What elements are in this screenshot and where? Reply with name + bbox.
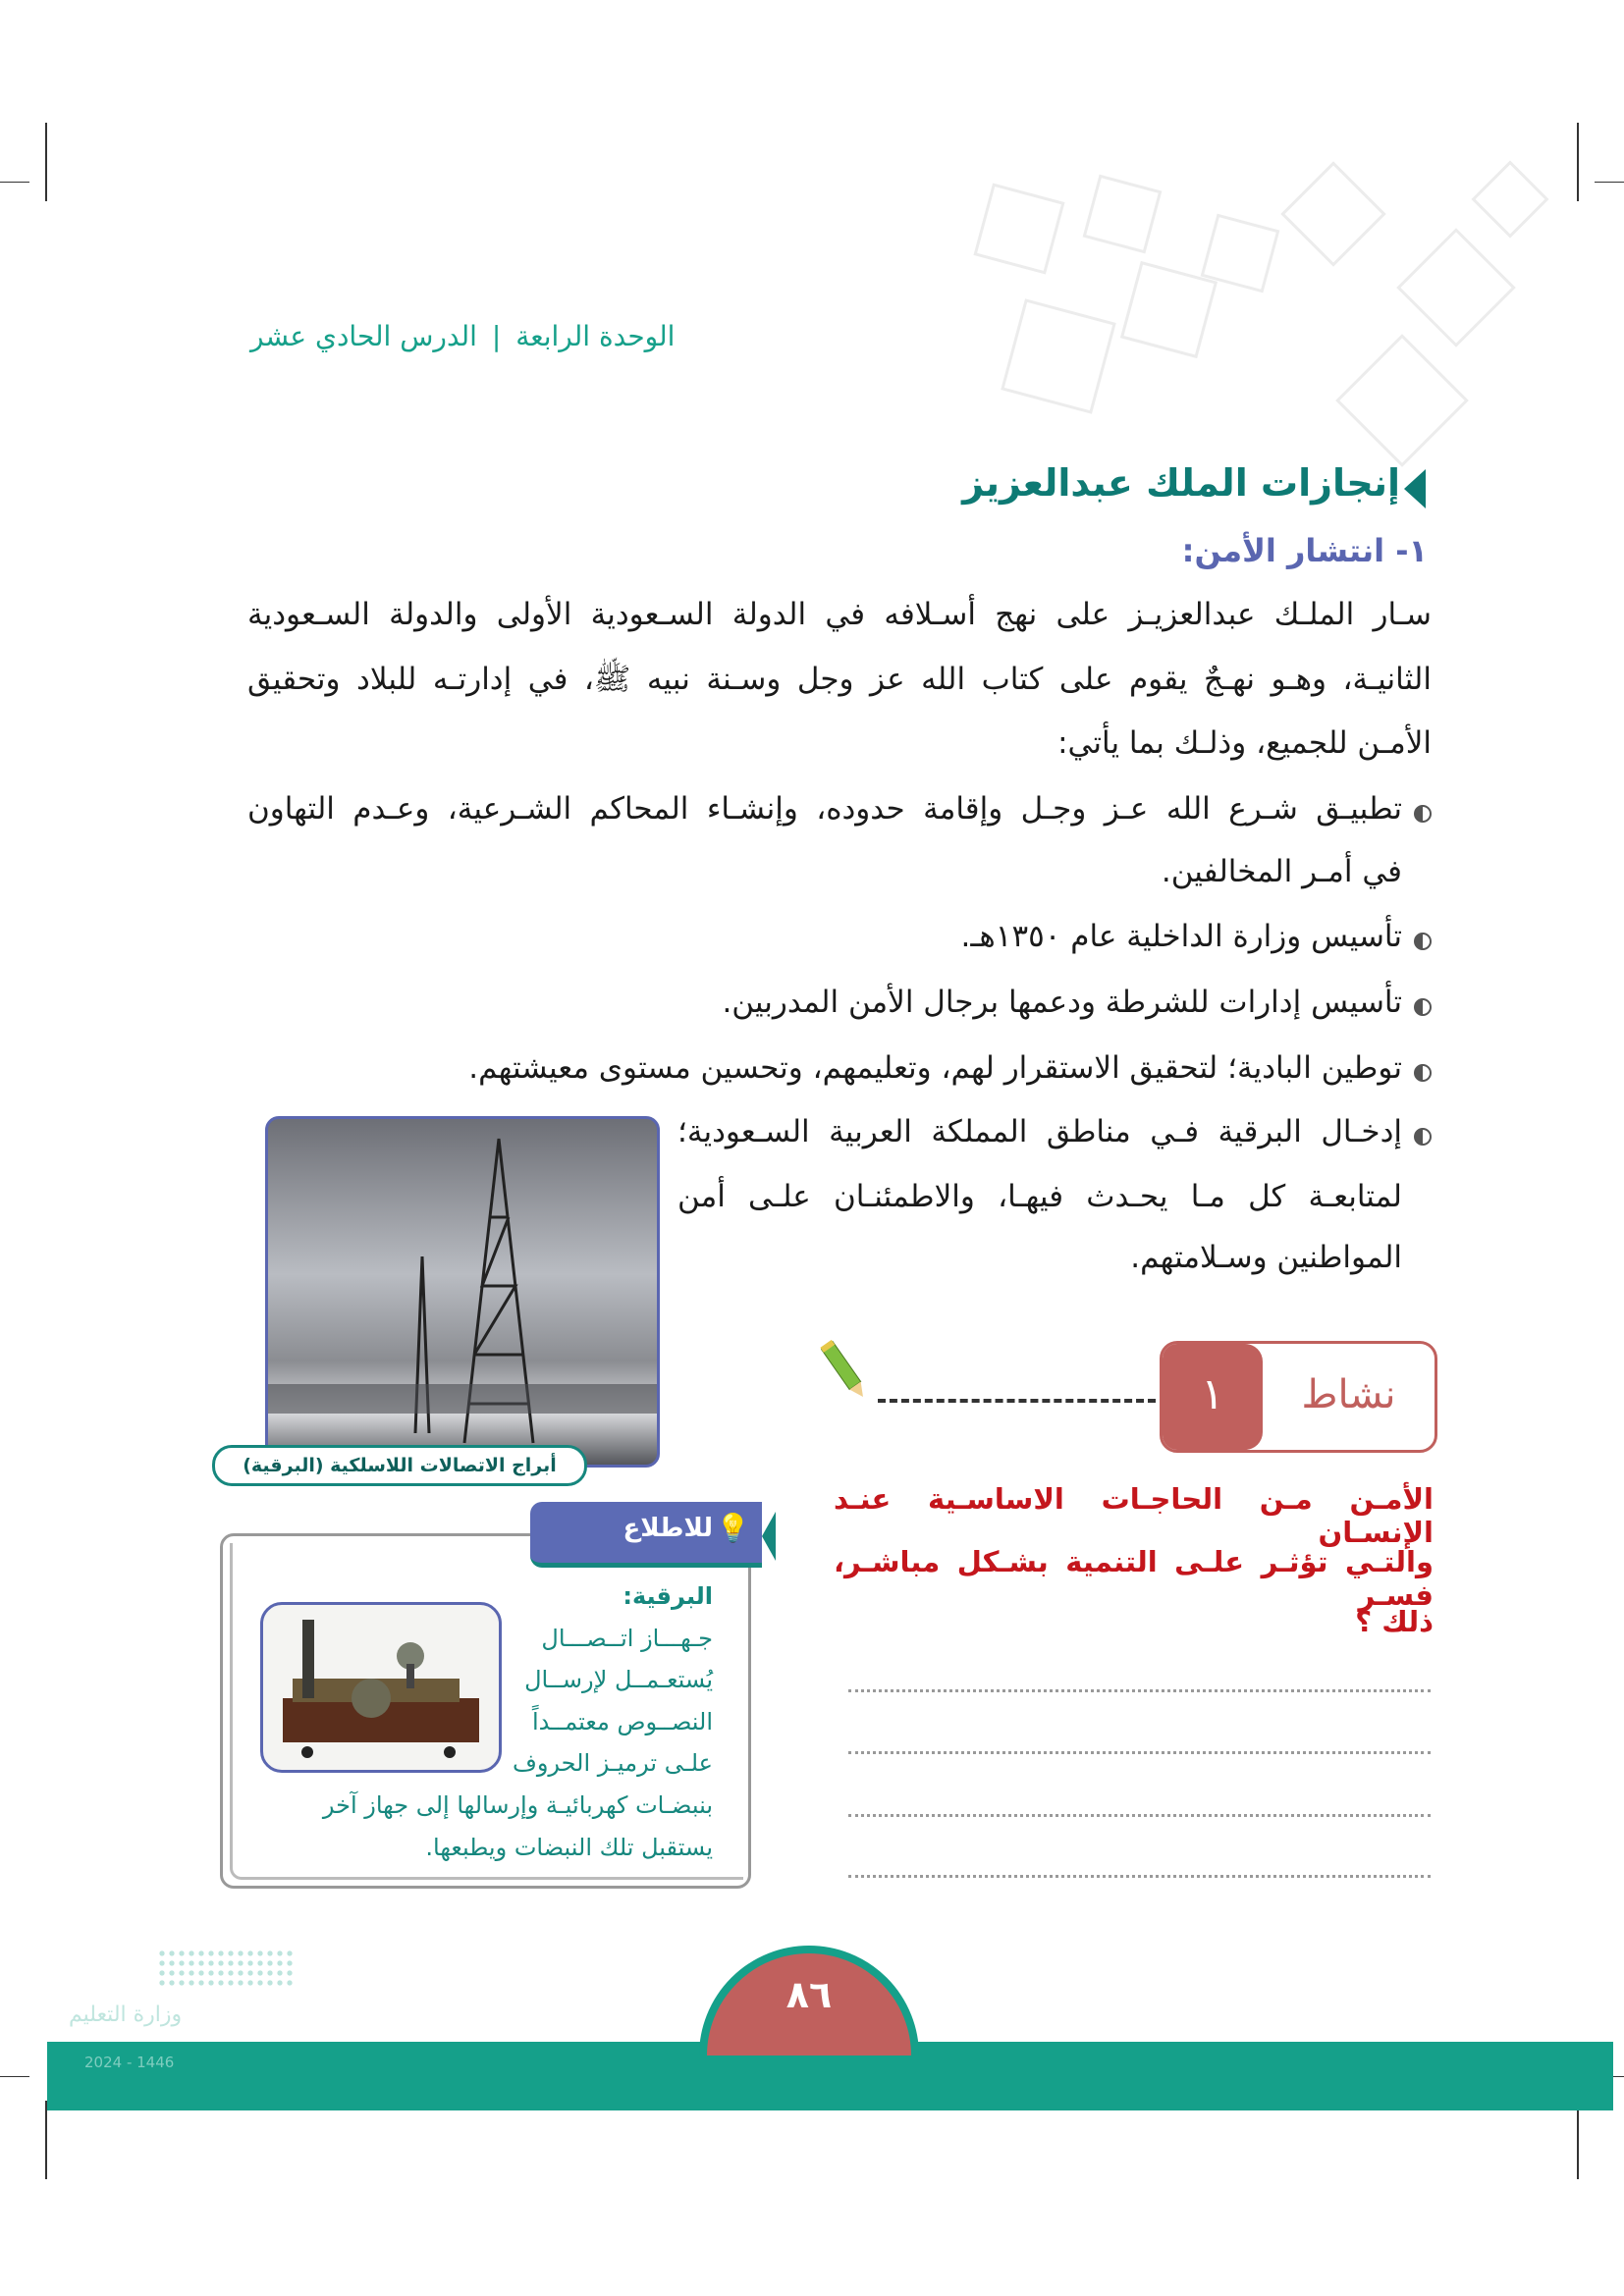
bullet-icon [1414, 805, 1432, 823]
info-line: النصــوص معتمــداً [531, 1708, 713, 1735]
info-line: يستقبل تلك النبضات ويطبعها. [425, 1834, 713, 1861]
info-banner-label: للاطلاع [623, 1514, 713, 1543]
decorative-square [1083, 175, 1163, 254]
activity-question-line: الأمـن مـن الحاجـات الاساسـية عنـد الإنسـان [834, 1482, 1434, 1549]
info-banner [530, 1502, 762, 1568]
bullet-item: تأسيس وزارة الداخلية عام ١٣٥٠هـ. [961, 919, 1433, 954]
crop-mark [0, 182, 29, 183]
crop-mark [1577, 2101, 1579, 2179]
decorative-square [1471, 160, 1548, 238]
ministry-logo [157, 1949, 295, 1988]
answer-line[interactable] [848, 1751, 1431, 1754]
answer-line[interactable] [848, 1875, 1431, 1878]
bullet-icon [1414, 933, 1432, 950]
info-line: جـهـــاز اتــصـــال [541, 1625, 713, 1652]
section-subtitle: ١- انتشار الأمن: [1181, 532, 1428, 569]
decorative-square [1001, 298, 1116, 414]
page-title: إنجازات الملك عبدالعزيز [962, 461, 1400, 505]
decorative-square [973, 183, 1064, 274]
intro-line: سـار الملـك عبدالعزيـز على نهج أسـلافه في الدولة السـعودية الأولى والدولة السـعودية [247, 597, 1432, 632]
breadcrumb [250, 320, 675, 352]
dashed-divider [878, 1399, 1156, 1403]
bullet-item: توطين البادية؛ لتحقيق الاستقرار لهم، وتعليمهم، وتحسين مستوى معيشتهم. [468, 1050, 1432, 1086]
bullet-item-continuation: في أمـر المخالفين. [1161, 854, 1402, 889]
info-line: يُستعـمــل لإرســال [524, 1666, 713, 1693]
intro-line: الثانيـة، وهـو نهـجٌ يقوم على كتاب الله عز وجل وسـنة نبيه ﷺ، في إدارتـه للبلاد وتحقيق [247, 662, 1432, 697]
chevron-icon [762, 1512, 776, 1561]
bullet-item: إدخـال البرقية فـي مناطق المملكة العربية السـعودية؛ [677, 1114, 1432, 1149]
telegraph-illustration [263, 1605, 499, 1770]
bullet-icon [1414, 1128, 1432, 1146]
lightbulb-icon: 💡 [716, 1512, 750, 1544]
tower-illustration [268, 1119, 657, 1465]
activity-question-line: ذلك ؟ [1355, 1605, 1434, 1638]
pencil-icon [817, 1337, 876, 1406]
chevron-icon [1404, 469, 1426, 508]
decorative-square [1396, 228, 1516, 347]
radio-towers-photo [265, 1116, 660, 1468]
bullet-icon [1414, 998, 1432, 1016]
bullet-item: تطبيـق شـرع الله عـز وجـل وإقامة حدوده، وإنشـاء المحاكم الشـرعية، وعـدم التهاون [247, 791, 1432, 827]
bullet-item-continuation: لمتابعـة كل مـا يحـدث فيهـا، والاطمئنـان علـى أمن [677, 1179, 1402, 1214]
info-term: البرقية: [623, 1582, 713, 1610]
info-line: علـى ترميـز الحروف [512, 1749, 713, 1777]
activity-label: نشاط [1301, 1372, 1396, 1417]
bullet-item-continuation: المواطنين وسـلامتهم. [1130, 1240, 1402, 1275]
crop-mark [45, 123, 47, 201]
bullet-item: تأسيس إدارات للشرطة ودعمها برجال الأمن المدربين. [722, 985, 1432, 1020]
answer-line[interactable] [848, 1814, 1431, 1817]
intro-line: الأمـن للجميع، وذلـك بما يأتي: [1057, 725, 1432, 761]
lesson-label: الدرس الحادي عشر [250, 320, 477, 352]
decorative-square [1280, 161, 1385, 266]
crop-mark [0, 2076, 29, 2077]
answer-line[interactable] [848, 1689, 1431, 1692]
activity-question-line: والتـي تؤثـر علـى التنمية بشـكل مباشـر، فسـر [834, 1545, 1434, 1612]
ministry-year: 2024 - 1446 [84, 2054, 175, 2071]
ministry-name: وزارة التعليم [69, 2002, 183, 2027]
bullet-icon [1414, 1064, 1432, 1082]
crop-mark [45, 2101, 47, 2179]
info-line: بنبضـات كهربائيـة وإرسالها إلى جهاز آخر [322, 1791, 713, 1819]
photo-caption: أبراج الاتصالات اللاسلكية (البرقية) [212, 1445, 587, 1486]
activity-number: ١ [1163, 1344, 1263, 1450]
unit-label: الوحدة الرابعة [515, 320, 676, 352]
telegraph-device-photo [260, 1602, 502, 1773]
page-number: ٨٦ [785, 1973, 833, 2016]
breadcrumb-separator: | [491, 320, 502, 352]
crop-mark [1577, 123, 1579, 201]
decorative-square [1335, 334, 1469, 467]
crop-mark [1595, 182, 1624, 183]
activity-badge [1160, 1341, 1437, 1453]
